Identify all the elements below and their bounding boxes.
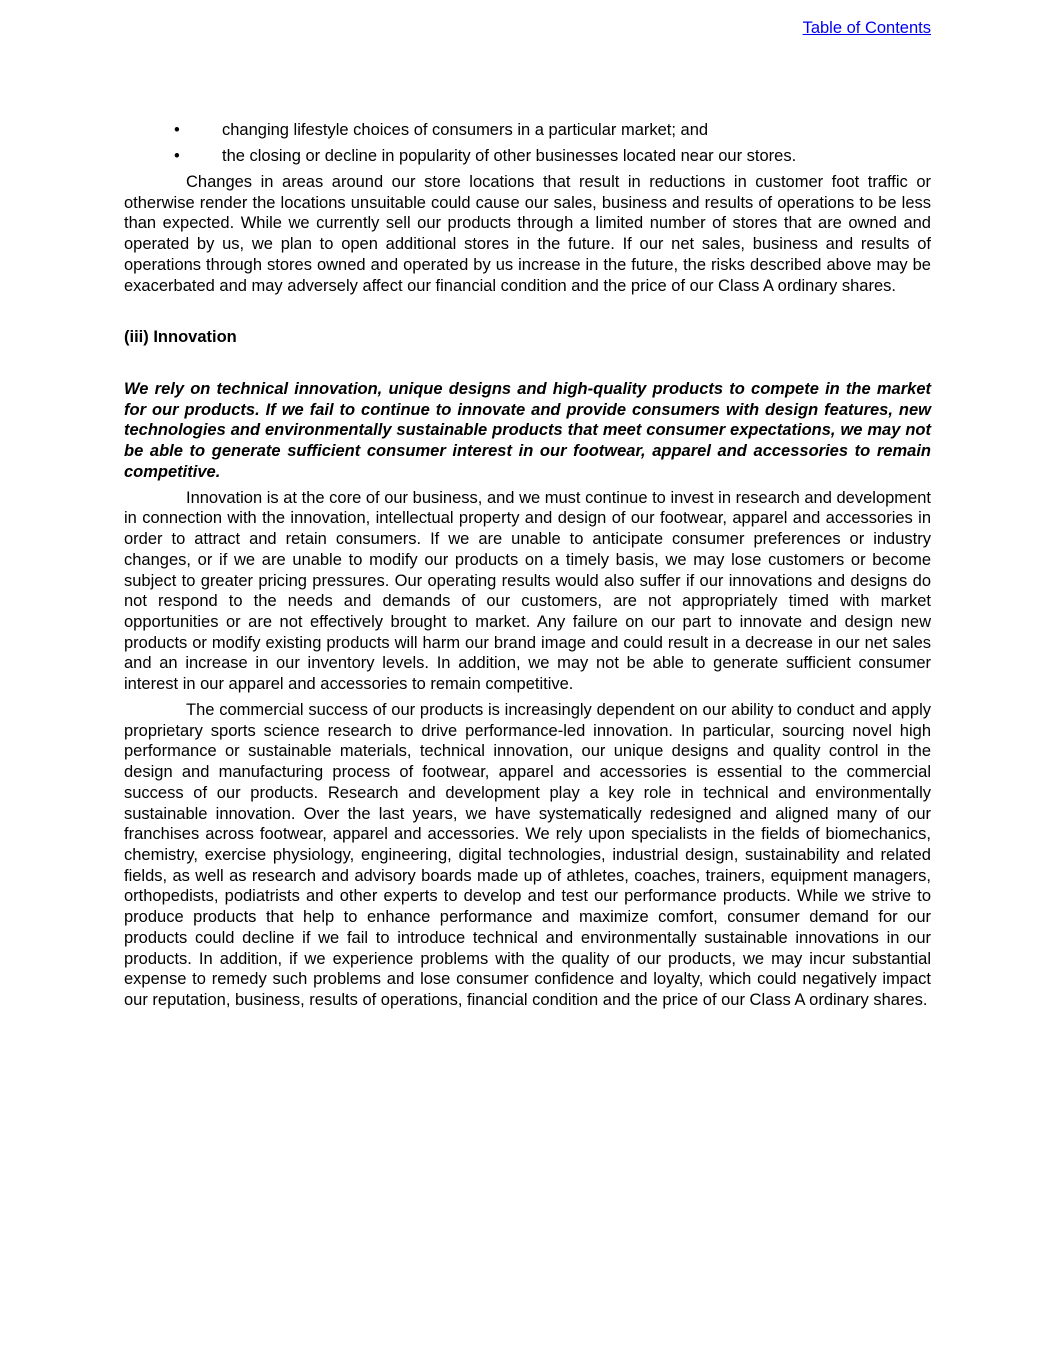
bullet-text: the closing or decline in popularity of other businesses located near our stores. — [222, 147, 797, 165]
bullet-icon: • — [174, 121, 180, 139]
bullet-item — [124, 146, 931, 167]
store-locations-paragraph: Changes in areas around our store locations that result in reductions in customer foot traffic or otherwise render the locations unsuitable could cause our sales, business and results of operations to be less than expected. While we currently sell our products through a limited number of stores that are owned and operated by us, we plan to open additional stores in the future. If our net sales, business and results of operations through stores owned and operated by us increase in the future, the risks described above may be exacerbated and may adversely affect our financial condition and the price of our Class A ordinary shares. — [124, 173, 931, 295]
risk-factor-heading: We rely on technical innovation, unique designs and high-quality products to compete in the market for our products. If we fail to continue to innovate and provide consumers with design features, new technologies and environmentally sustainable products that meet consumer expectations, we may not be able to generate sufficient consumer interest in our footwear, apparel and accessories to remain competitive. — [124, 379, 931, 481]
bullet-text: changing lifestyle choices of consumers in a particular market; and — [222, 121, 709, 139]
document-body — [124, 120, 931, 1011]
table-of-contents-link[interactable]: Table of Contents — [802, 19, 931, 37]
body-paragraph: The commercial success of our products is increasingly dependent on our ability to conduct and apply proprietary sports science research to drive performance-led innovation. In particular, sourcing novel high performance or sustainable materials, technical innovation, our unique designs and quality control in the design and manufacturing process of footwear, apparel and accessories is essential to the commercial success of our products. Research and development play a key role in technical and environmentally sustainable innovation. Over the last years, we have systematically redesigned and aligned many of our franchises across footwear, apparel and accessories. We rely upon specialists in the fields of biomechanics, chemistry, exercise physiology, engineering, digital technologies, industrial design, sustainability and related fields, as well as research and advisory boards made up of athletes, coaches, trainers, equipment managers, orthopedists, podiatrists and other experts to develop and test our performance products. While we strive to produce products that help to enhance performance and maximize comfort, consumer demand for our products could decline if we fail to introduce technical and environmentally sustainable innovations in our products. In addition, if we experience problems with the quality of our products, we may incur substantial expense to remedy such problems and lose consumer confidence and loyalty, which could negatively impact our reputation, business, results of operations, financial condition and the price of our Class A ordinary shares. — [124, 701, 931, 1009]
bullet-list — [124, 120, 931, 167]
section-heading: (iii) Innovation — [124, 328, 237, 347]
bullet-item — [124, 120, 931, 141]
body-paragraph: Innovation is at the core of our business, and we must continue to invest in research and development in connection with the innovation, intellectual property and design of our footwear, apparel and accessories in order to attract and retain consumers. If we are unable to anticipate consumer preferences or industry changes, or if we are unable to modify our products on a timely basis, we may lose customers or become subject to greater pricing pressures. Our operating results would also suffer if our innovations and designs do not respond to the needs and demands of our customers, are not appropriately timed with market opportunities or are not effectively brought to market. Any failure on our part to innovate and design new products or modify existing products will harm our brand image and could result in a decrease in our net sales and an increase in our inventory levels. In addition, we may not be able to generate sufficient consumer interest in our apparel and accessories to remain competitive. — [124, 488, 931, 694]
bullet-icon: • — [174, 147, 180, 165]
